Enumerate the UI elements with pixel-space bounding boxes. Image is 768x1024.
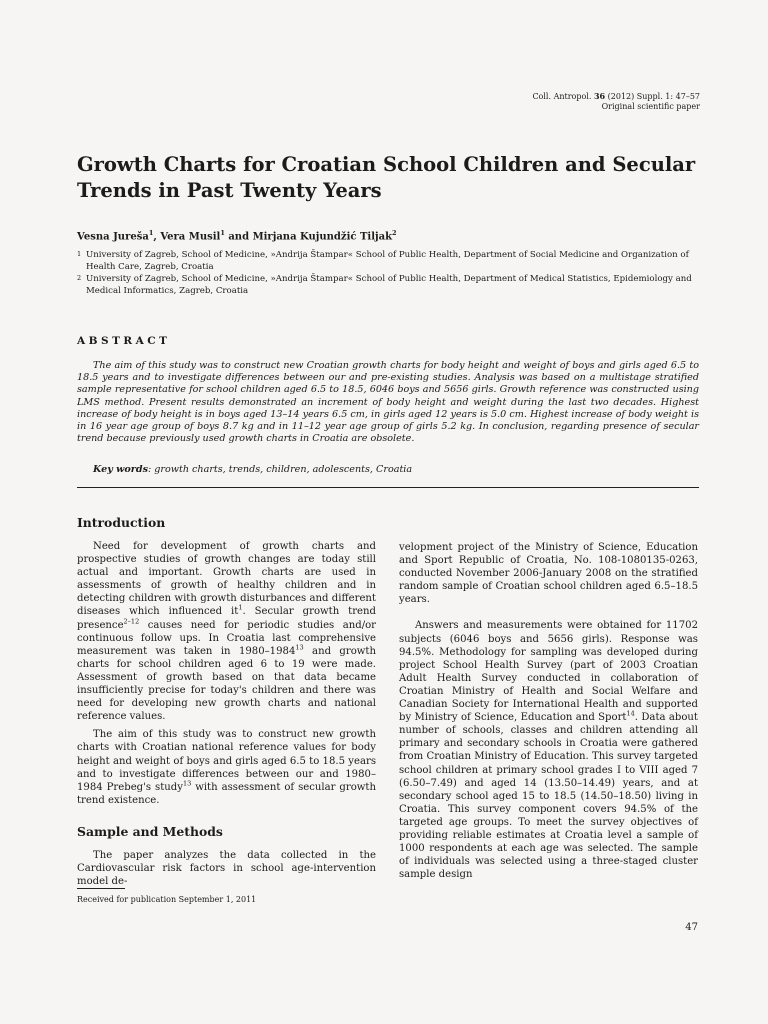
methods-heading: Sample and Methods [77,823,223,839]
abstract-heading: ABSTRACT [77,335,171,347]
left-column [77,515,376,888]
article-type: Original scientific paper [601,102,700,111]
right-column [399,541,698,881]
paper-title: Growth Charts for Croatian School Children and Secular Trends in Past Twenty Years [77,153,696,202]
methods-paragraph-1-continued: velopment project of the Ministry of Science, Education and Sport Republic of Croatia, No. 108-1080135-0263, conducted November 2006-January 2008 on the stratified random sample of Croatian school children aged 6.5–18.5 years. [399,542,698,606]
methods-paragraph-1: The paper analyzes the data collected in the Cardiovascular risk factors in school age-intervention model de- [77,849,376,888]
volume: 36 [593,91,606,101]
intro-paragraph-1: Need for development of growth charts and prospective studies of growth changes are today still actual and important. Growth charts are used in assessments of growth of healthy children and in detecting children with growth disturbances and different diseases which influenced it$^1$. Secular growth trend presence$^{2-12}$ causes need for periodic studies and/or continuous follow ups. In Croatia last comprehensive measurement was taken in 1980–1984$^{13}$ and growth charts for school children aged 6 to 19 were made. Assessment of growth based on that data became insufficiently precise for today's children and there was need for developing new growth charts and national reference values. [77,541,376,723]
author-list: Vesna Jureša$^1$, Vera Musil$^1$ and Mirjana Kujundžić Tiljak$^2$ [77,229,397,243]
footnote-divider [77,888,125,889]
abstract-divider [77,487,699,488]
keywords: Key words: growth charts, trends, children, adolescents, Croatia [93,464,413,475]
page-number: 47 [685,922,698,933]
introduction-heading: Introduction [77,515,166,530]
intro-paragraph-2: The aim of this study was to construct new growth charts with Croatian national reference values for body height and weight of boys and girls aged 6.5 to 18.5 years and to investigate differences between our and 1980–1984 Prebeg's study$^{13}$ with assessment of secular growth trend existence. [77,729,376,806]
footnote: Received for publication September 1, 2011 [77,895,257,904]
affiliation-2: 2 University of Zagreb, School of Medicine, »Andrija Štampar« School of Public Health, Department of Medical Statistics, Epidemiology and Medical Informatics, Zagreb, Croatia [77,274,692,296]
affiliation-1: 1 University of Zagreb, School of Medicine, »Andrija Štampar« School of Public Health, Department of Social Medicine and Organization of Health Care, Zagreb, Croatia [77,250,689,272]
methods-paragraph-2: Answers and measurements were obtained for 11702 subjects (6046 boys and 5656 girls). Response was 94.5%. Methodology for sampling was developed during project School Health Survey (part of 2003 Croatian Adult Health Survey conducted in collaboration of Croatian Ministry of Health and Social Welfare and Canadian Society for International Health and supported by Ministry of Science, Education and Sport$^{14}$. Data about number of schools, classes and children attending all primary and secondary schools in Croatia were gathered from Croatian Ministry of Education. This survey targeted school children at primary school grades I to VIII aged 7 (6.50–7.49) and aged 14 (13.50–14.49) years, and at secondary school aged 15 to 18.5 (14.50–18.50) living in Croatia. This survey component covers 94.5% of the targeted age groups. To meet the survey objectives of providing reliable estimates at Croatia level a sample of 1000 respondents at each age was selected. The sample of individuals was selected using a three-staged cluster sample design [399,620,698,881]
affiliations [77,250,697,298]
abstract-text: The aim of this study was to construct new Croatian growth charts for body height and weight of boys and girls aged 6.5 to 18.5 years and to investigate differences between our and pre-existing studies. Analysis was based on a multistage stratified sample representative for school children aged 6.5 to 18.5, 6046 boys and 5656 girls. Growth reference was constructed using LMS method. Present results demonstrated an increment of body height and weight during the last two decades. Highest increase of body height is in boys aged 13–14 years 6.5 cm, in girls aged 12 years is 5.0 cm. Highest increase of body weight is in 16 year age group of boys 8.7 kg and in 11–12 year age group of girls 5.2 kg. In conclusion, regarding presence of secular trend because previously used growth charts in Croatia are obsolete. [77,360,699,445]
journal-header [532,91,700,112]
citation-line: Coll. Antropol. 36 (2012) Suppl. 1: 47–57 [532,91,700,101]
